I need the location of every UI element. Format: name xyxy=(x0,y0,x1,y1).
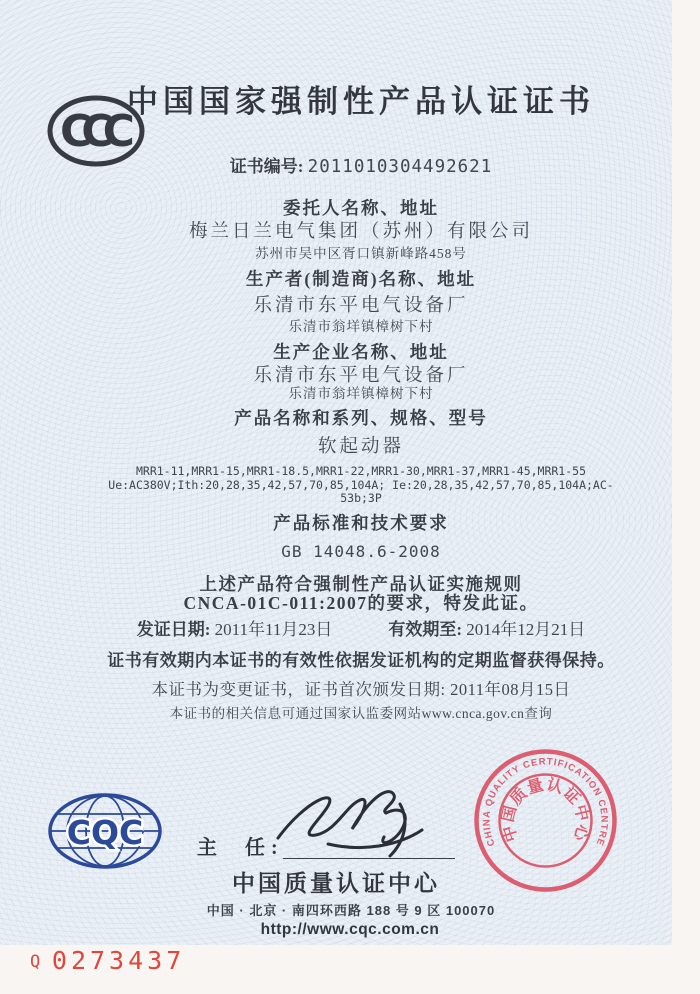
product-models: MRR1-11,MRR1-15,MRR1-18.5,MRR1-22,MRR1-30,MRR1-37,MRR1-45,MRR1-55 xyxy=(135,464,587,478)
issuer-address: 中国 · 北京 · 南四环西路 188 号 9 区 100070 xyxy=(206,903,496,918)
serial-digits: 0273437 xyxy=(51,946,186,975)
director-signature xyxy=(272,782,457,862)
serial-prefix: Q xyxy=(30,952,43,972)
change-note: 本证书为变更证书，证书首次颁发日期: 2011年08月15日 xyxy=(151,680,571,699)
expiry-date-label: 有效期至: xyxy=(388,620,463,639)
dates-row xyxy=(25,620,697,640)
applicant-address: 苏州市吴中区胥口镇新峰路458号 xyxy=(255,246,467,261)
cqc-logo-icon xyxy=(46,791,164,871)
certificate-number-label: 证书编号: xyxy=(229,157,304,176)
issuer-website: http://www.cqc.com.cn xyxy=(260,921,440,938)
manufacturer-name: 乐清市东平电气设备厂 xyxy=(253,296,469,316)
cqc-logo-text: CQC xyxy=(66,813,144,852)
info-note: 本证书的相关信息可通过国家认监委网站www.cnca.gov.cn查询 xyxy=(169,706,553,721)
issue-date-label: 发证日期: xyxy=(136,620,211,639)
factory-address: 乐清市翁垟镇樟树下村 xyxy=(288,386,434,401)
product-spec-line2: 53b;3P xyxy=(340,491,382,505)
factory-heading: 生产企业名称、地址 xyxy=(273,342,449,362)
product-spec-line1: Ue:AC380V;Ith:20,28,35,42,57,70,85,104A; Ie:20,28,35,42,57,70,85,104A;AC- xyxy=(108,478,614,492)
conformity-statement-line1: 上述产品符合强制性产品认证实施规则 xyxy=(199,574,523,594)
validity-note: 证书有效期内本证书的有效性依据发证机构的定期监督获得保持。 xyxy=(107,651,615,670)
applicant-name: 梅兰日兰电气集团（苏州）有限公司 xyxy=(188,222,533,242)
signature-line xyxy=(283,858,455,859)
director-label: 主 任: xyxy=(197,837,284,859)
issue-date-value: 2011年11月23日 xyxy=(214,620,333,639)
manufacturer-address: 乐清市翁垟镇樟树下村 xyxy=(288,319,434,334)
cqc-stamp xyxy=(473,748,618,893)
standard-value: GB 14048.6-2008 xyxy=(281,542,441,561)
stamp-inner-text: 中国质量认证中心 xyxy=(499,776,592,844)
certificate-title: 中国国家强制性产品认证证书 xyxy=(127,84,595,119)
certificate-number-value: 2011010304492621 xyxy=(307,157,493,177)
applicant-heading: 委托人名称、地址 xyxy=(283,198,439,218)
conformity-statement-line2: CNCA-01C-011:2007的要求，特发此证。 xyxy=(183,593,539,613)
certificate-number-line xyxy=(25,157,697,177)
factory-name: 乐清市东平电气设备厂 xyxy=(253,366,469,386)
ccc-logo-text: CCC xyxy=(60,106,124,157)
product-name: 软起动器 xyxy=(317,437,404,457)
issuer-name: 中国质量认证中心 xyxy=(232,871,440,896)
product-heading: 产品名称和系列、规格、型号 xyxy=(234,408,488,428)
issue-date-group xyxy=(137,620,333,640)
standard-heading: 产品标准和技术要求 xyxy=(273,513,449,533)
stamp-ring-text: CHINA QUALITY CERTIFICATION CENTRE xyxy=(481,756,610,848)
manufacturer-heading: 生产者(制造商)名称、地址 xyxy=(245,269,477,289)
expiry-date-value: 2014年12月21日 xyxy=(466,620,586,639)
serial-number xyxy=(30,946,185,975)
svg-text:中国质量认证中心 xyxy=(498,775,592,844)
expiry-date-group xyxy=(388,620,585,640)
